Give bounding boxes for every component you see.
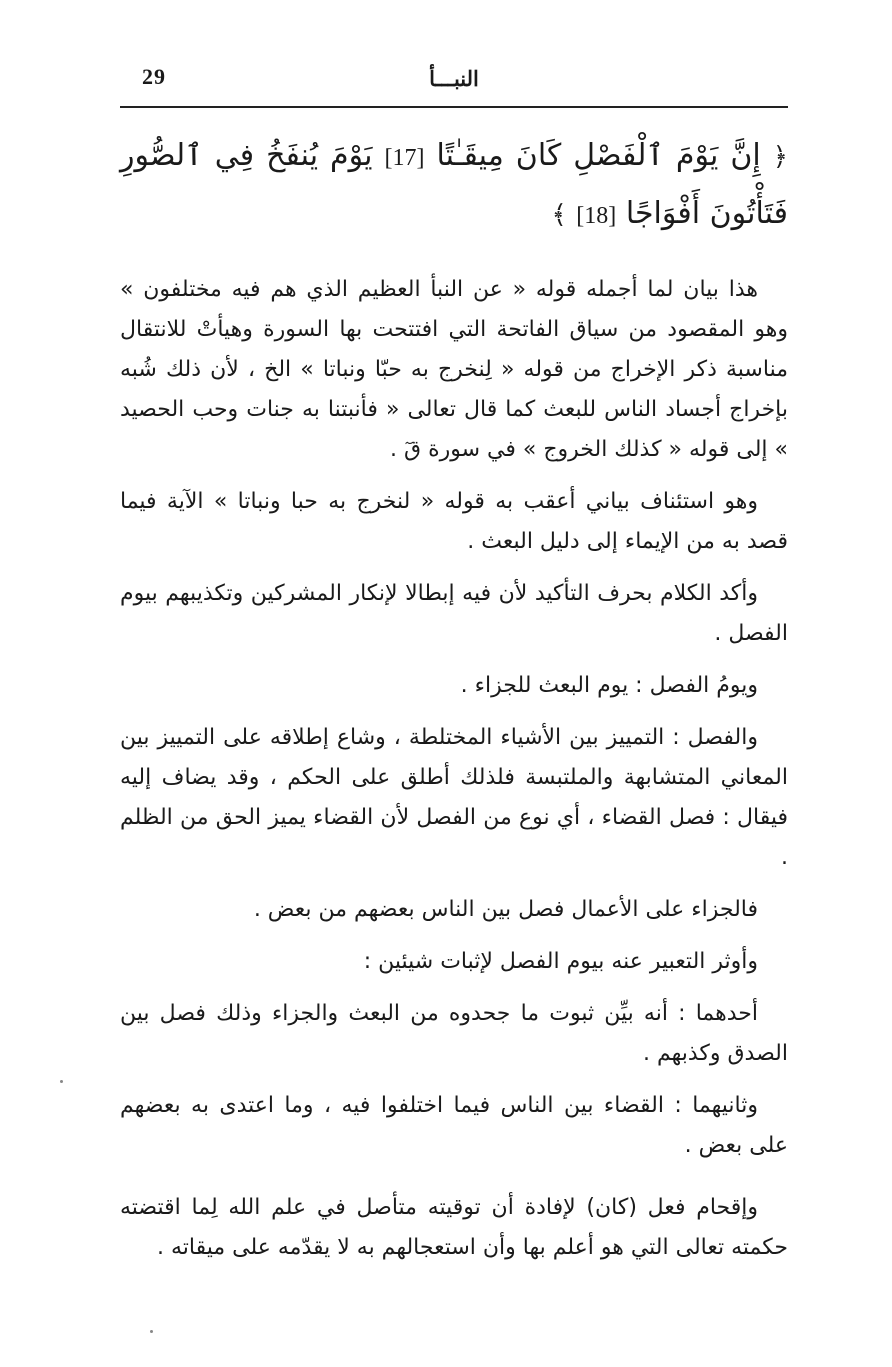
margin-speck (60, 1080, 63, 1083)
page-number: 29 (142, 64, 166, 89)
paragraph: ويومُ الفصل : يوم البعث للجزاء . (460, 673, 758, 698)
paragraph: والفصل : التمييز بين الأشياء المختلطة ، وشاع إطلاقه على التمييز بين المعاني المتشابهة والملتبسة فلذلك أطلق على الحكم ، وقد يضاف إليه فيقال : فصل القضاء ، أي نوع من الفصل لأن القضاء يميز الحق من الظلم . (120, 725, 788, 870)
paragraph: فالجزاء على الأعمال فصل بين الناس بعضهم من بعض . (253, 897, 758, 922)
running-title: النبـــأ (429, 66, 479, 91)
commentary-body (120, 270, 788, 1280)
header-rule (120, 106, 788, 108)
paragraph: وإقحام فعل (كان) لإفادة أن توقيته متأصل في علم الله لِما اقتضته حكمته تعالى التي هو أعلم بها وأن استعجالهم به لا يقدّمه على ميقاته . (120, 1195, 788, 1260)
paragraph: وأكد الكلام بحرف التأكيد لأن فيه إبطالا لإنكار المشركين وتكذيبهم بيوم الفصل . (120, 581, 788, 646)
paragraph: وثانيهما : القضاء بين الناس فيما اختلفوا فيه ، وما اعتدى به بعضهم على بعض . (120, 1093, 788, 1158)
quran-verse (120, 128, 788, 244)
ayah-number-18: [18] (576, 203, 617, 229)
verse-text-17: إِنَّ يَوْمَ ٱلْفَصْلِ كَانَ مِيقَـٰتًا (436, 138, 761, 173)
paragraph: وهو استئناف بياني أعقب به قوله « لنخرج به حبا ونباتا » الآية فيما قصد به من الإيماء إلى دليل البعث . (120, 489, 788, 554)
paragraph: وأوثر التعبير عنه بيوم الفصل لإثبات شيئين : (363, 949, 758, 974)
page-header (120, 62, 788, 106)
ayah-number-17: [17] (384, 145, 425, 171)
verse-open-bracket: ﴿ (772, 142, 788, 172)
margin-speck (150, 1330, 153, 1333)
verse-text-18: يَوْمَ يُنفَخُ فِي ٱلصُّورِ فَتَأْتُونَ أَفْوَاجًا (120, 138, 788, 231)
paragraph: هذا بيان لما أجمله قوله « عن النبأ العظيم الذي هم فيه مختلفون » وهو المقصود من سياق الفاتحة التي افتتحت بها السورة وهيأتْ للانتقال مناسبة ذكر الإخراج من قوله « لِنخرج به حبّا ونباتا » الخ ، لأن ذلك شُبه بإخراج أجساد الناس للبعث كما قال تعالى « فأنبتنا به جنات وحب الحصيد » إلى قوله « كذلك الخروج » في سورة قٓ . (120, 277, 788, 462)
verse-close-bracket: ﴾ (551, 200, 567, 230)
paragraph: أحدهما : أنه بيِّن ثبوت ما جحدوه من البعث والجزاء وذلك فصل بين الصدق وكذبهم . (120, 1001, 788, 1066)
